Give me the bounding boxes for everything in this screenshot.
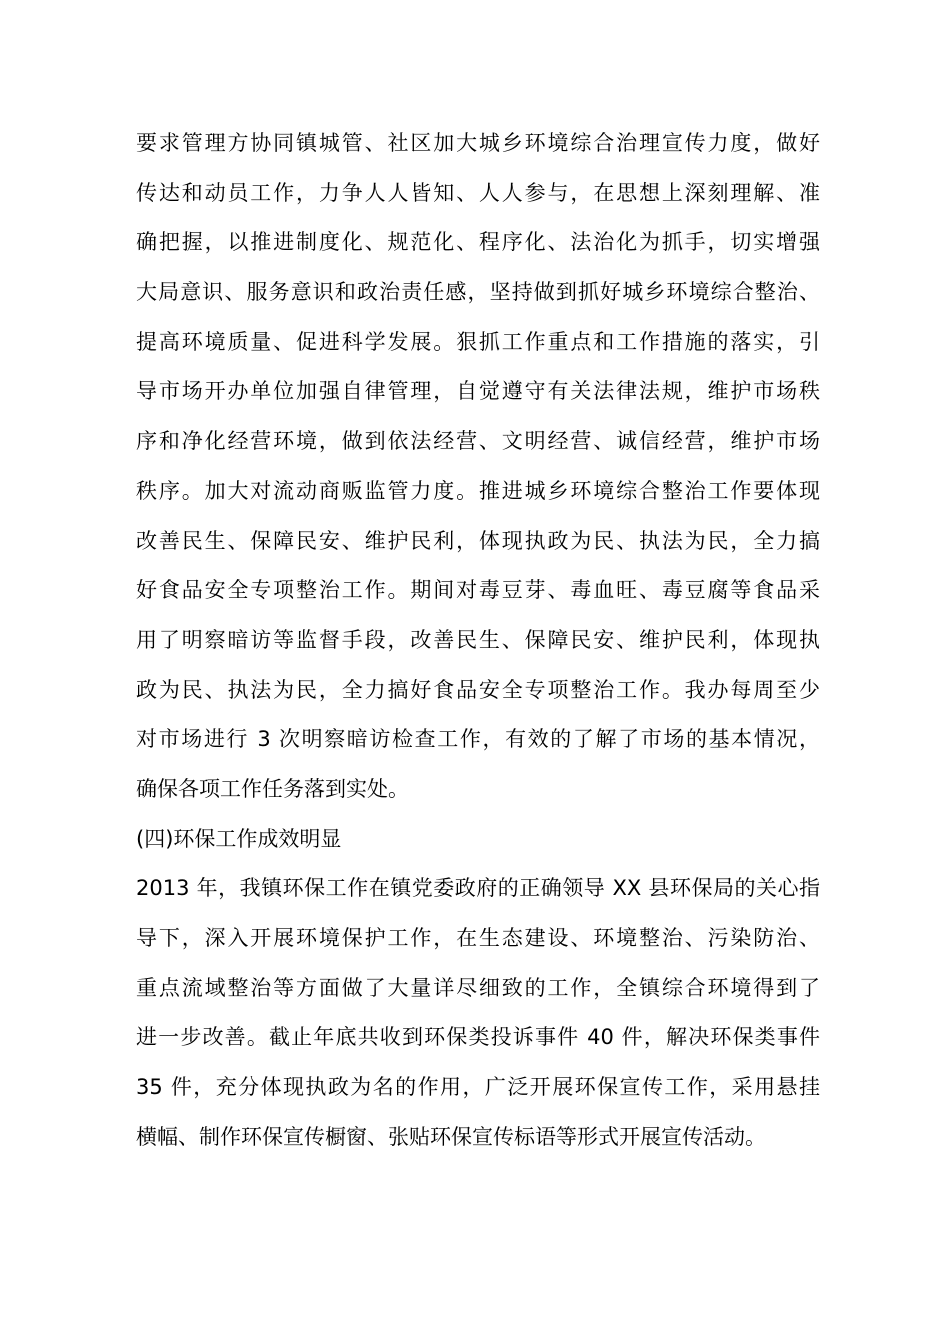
text-line: 对市场进行 3 次明察暗访检查工作，有效的了解了市场的基本情况， [136,727,820,752]
text-line: 好食品安全专项整治工作。期间对毒豆芽、毒血旺、毒豆腐等食品采 [136,578,820,603]
text-line: 导下，深入开展环境保护工作，在生态建设、环境整治、污染防治、 [136,926,820,950]
paragraph-environmental-protection [136,864,820,1162]
text-line: 序和净化经营环境，做到依法经营、文明经营、诚信经营，维护市场 [136,429,820,454]
text-line: 重点流域整治等方面做了大量详尽细致的工作，全镇综合环境得到了 [136,975,820,1000]
text-line: 进一步改善。截止年底共收到环保类投诉事件 40 件，解决环保类事件 [136,1025,820,1050]
text-line: 提高环境质量、促进科学发展。狠抓工作重点和工作措施的落实，引 [136,329,820,354]
text-line: 改善民生、保障民安、维护民利，体现执政为民、执法为民，全力搞 [136,528,820,553]
text-line: 政为民、执法为民，全力搞好食品安全专项整治工作。我办每周至少 [136,677,820,702]
text-line: 大局意识、服务意识和政治责任感，坚持做到抓好城乡环境综合整治、 [136,280,820,305]
text-line: 横幅、制作环保宣传橱窗、张贴环保宣传标语等形式开展宣传活动。 [136,1124,766,1149]
paragraph-environment-governance [136,119,820,815]
text-line: 要求管理方协同镇城管、社区加大城乡环境综合治理宣传力度，做好 [136,131,820,155]
text-line: 导市场开办单位加强自律管理，自觉遵守有关法律法规，维护市场秩 [136,379,820,404]
text-line: 2013 年，我镇环保工作在镇党委政府的正确领导 XX 县环保局的关心指 [136,876,820,901]
text-line: 确把握，以推进制度化、规范化、程序化、法治化为抓手，切实增强 [136,230,820,255]
text-line: 用了明察暗访等监督手段，改善民生、保障民安、维护民利，体现执 [136,627,820,652]
section-heading: (四)环保工作成效明显 [136,826,342,851]
text-line: 传达和动员工作，力争人人皆知、人人参与，在思想上深刻理解、准 [136,180,820,205]
document-page [136,119,820,1162]
text-line: 35 件，充分体现执政为名的作用，广泛开展环保宣传工作，采用悬挂 [136,1075,820,1100]
text-line: 确保各项工作任务落到实处。 [136,776,409,801]
text-line: 秩序。加大对流动商贩监管力度。推进城乡环境综合整治工作要体现 [136,478,820,503]
